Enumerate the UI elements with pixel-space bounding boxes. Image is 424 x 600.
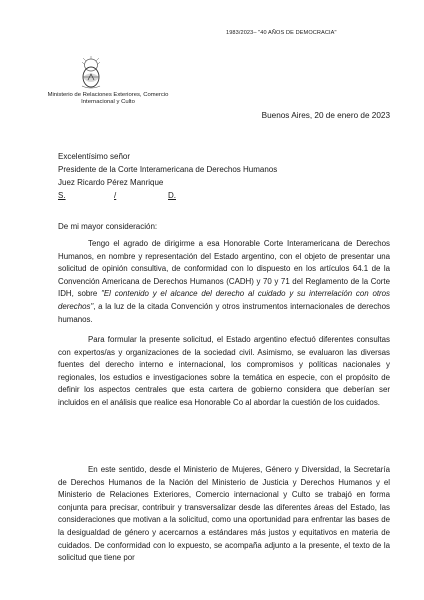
salutation: De mi mayor consideración: [58, 222, 158, 231]
paragraph-1-part-1: Tengo el agrado de dirigirme a esa Honorable Corte Interamericana de Derechos Humanos, en nombre y representación del Estado argentino, con el objeto de presentar una solicitud de opinión consultiva, de conformidad con lo dispuesto en los artículos 64.1 de la Convención Americana de Derechos Humanos (CADH) y 70 y 71 del Reglamento de la Corte IDH, sobre [58, 239, 390, 299]
paragraph-1 [58, 238, 390, 326]
su-despacho [58, 189, 398, 202]
header-anniversary-note: 1983/2023– "40 AÑOS DE DEMOCRACIA" [226, 30, 337, 36]
place-and-date: Buenos Aires, 20 de enero de 2023 [261, 111, 390, 120]
ministry-name [28, 92, 188, 106]
sd-slash: / [114, 191, 117, 200]
sd-s: S. [58, 191, 66, 200]
paragraph-3 [58, 464, 390, 565]
addressee-name: Juez Ricardo Pérez Manrique [58, 178, 164, 187]
addressee-title: Excelentísimo señor [58, 152, 131, 161]
addressee-block [58, 150, 398, 202]
sd-d: D. [168, 191, 176, 200]
paragraph-1-italic: "El contenido y el alcance del derecho al cuidado y su interrelación con otros derechos" [58, 289, 390, 311]
paragraph-1-part-2: , a la luz de la citada Convención y otros instrumentos internacionales de derechos humanos. [58, 301, 390, 324]
paragraph-3-text: En este sentido, desde el Ministerio de Mujeres, Género y Diversidad, la Secretaría de Derechos Humanos de la Nación del Ministerio de Justicia y Derechos Humanos y el Ministerio de Relaciones Exteriores, Comercio internacional y Culto se trabajó en forma conjunta para precisar, contribuir y transversalizar desde las diferentes áreas del Estado, las consideraciones que motivan a la solicitud, como una oportunidad para enfrentar las bases de la desigualdad de género y acercarnos a estándares más justos y equitativos en materia de cuidados. De conformidad con lo expuesto, se acompaña adjunto a la presente, el texto de la solicitud que tiene por [58, 465, 390, 563]
ministry-line-1: Ministerio de Relaciones Exteriores, Comercio [47, 92, 169, 98]
ministry-line-2: Internacional y Culto [81, 99, 135, 105]
addressee-position: Presidente de la Corte Interamericana de Derechos Humanos [58, 165, 278, 174]
coat-of-arms-icon [80, 56, 102, 89]
paragraph-2 [58, 334, 390, 410]
paragraph-2-text: Para formular la presente solicitud, el Estado argentino efectuó diferentes consultas con expertos/as y organizaciones de la sociedad civil. Asimismo, se evaluaron las diversas fuentes del derecho interno e internacional, los compromisos y políticas nacionales y regionales, los estudios e investigaciones sobre la temática en especie, con el propósito de definir los aspectos centrales que esta cartera de gobierno considera que deberían ser incluidos en el análisis que realice esa Honorable Co al abordar la cuestión de los cuidados. [58, 335, 390, 407]
